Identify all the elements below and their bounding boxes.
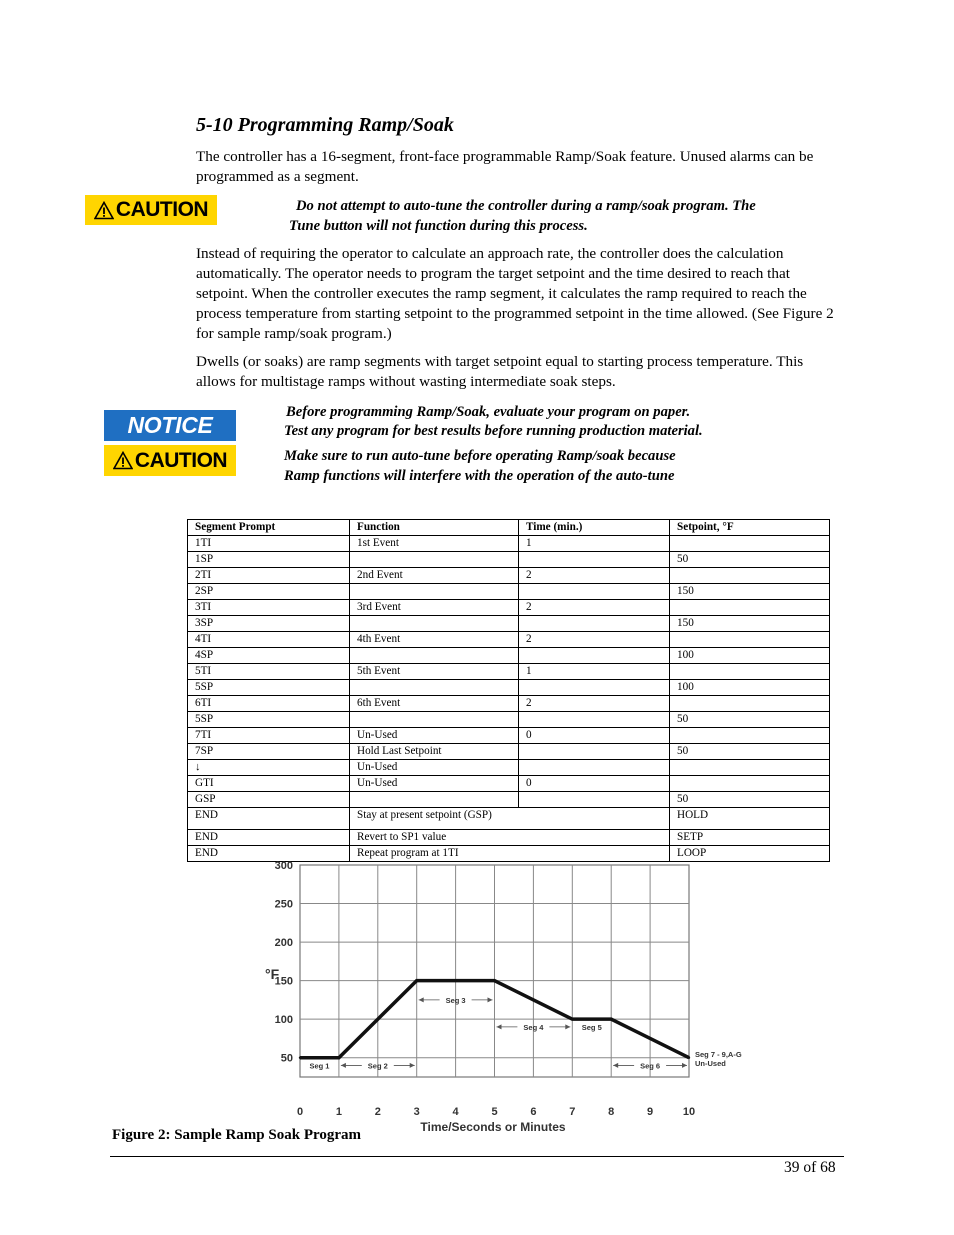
table-body bbox=[188, 536, 830, 862]
cell-function bbox=[350, 648, 519, 664]
notice-badge bbox=[104, 410, 236, 441]
annotation-arrowhead-right bbox=[682, 1063, 687, 1068]
series-point bbox=[416, 979, 418, 981]
caution-text-line1: Do not attempt to auto-tune the controller during a ramp/soak program. The bbox=[296, 198, 756, 214]
cell-prompt: 4SP bbox=[188, 648, 350, 664]
table-row bbox=[188, 712, 830, 728]
series-point bbox=[338, 1057, 340, 1059]
cell-prompt: 1TI bbox=[188, 536, 350, 552]
cell-time: 2 bbox=[519, 696, 670, 712]
header-setpoint: Setpoint, °F bbox=[670, 520, 830, 536]
figure-caption: Figure 2: Sample Ramp Soak Program bbox=[112, 1127, 362, 1143]
cell-function bbox=[350, 552, 519, 568]
x-tick-label: 7 bbox=[569, 1106, 576, 1118]
series-point bbox=[688, 1057, 690, 1059]
segment-annotation-label: Seg 2 bbox=[367, 1061, 388, 1071]
cell-prompt: 1SP bbox=[188, 552, 350, 568]
cell-prompt: 2SP bbox=[188, 584, 350, 600]
cell-setpoint bbox=[670, 632, 830, 648]
annotation-arrowhead-left bbox=[341, 1063, 346, 1068]
segment-annotation-label: Seg 3 bbox=[445, 995, 466, 1005]
cell-time bbox=[519, 760, 670, 776]
segment-annotation-label: Seg 4 bbox=[523, 1022, 544, 1032]
cell-prompt: 2TI bbox=[188, 568, 350, 584]
cell-setpoint: 100 bbox=[670, 648, 830, 664]
table-header-row bbox=[188, 520, 830, 536]
cell-setpoint: 50 bbox=[670, 744, 830, 760]
cell-function: Revert to SP1 value bbox=[350, 830, 670, 846]
cell-prompt: 5TI bbox=[188, 664, 350, 680]
cell-setpoint bbox=[670, 760, 830, 776]
cell-function: 5th Event bbox=[350, 664, 519, 680]
cell-function: Hold Last Setpoint bbox=[350, 744, 519, 760]
table-row bbox=[188, 744, 830, 760]
cell-setpoint: 50 bbox=[670, 792, 830, 808]
y-axis-label: °F bbox=[265, 966, 280, 982]
page-number: 39 of 68 bbox=[784, 1159, 836, 1176]
cell-time: 0 bbox=[519, 728, 670, 744]
cell-setpoint bbox=[670, 600, 830, 616]
notice-text-line1: Before programming Ramp/Soak, evaluate your program on paper. bbox=[286, 404, 691, 420]
cell-function bbox=[350, 680, 519, 696]
cell-function bbox=[350, 616, 519, 632]
cell-function: Un-Used bbox=[350, 760, 519, 776]
table-row bbox=[188, 680, 830, 696]
caution2-text-line2: Ramp functions will interfere with the operation of the auto-tune bbox=[284, 468, 675, 484]
segment-annotation-label: Seg 1 bbox=[309, 1061, 330, 1071]
caution-badge-2 bbox=[104, 445, 236, 476]
cell-prompt: END bbox=[188, 846, 350, 862]
notice-badge-label: NOTICE bbox=[127, 412, 213, 438]
y-tick-label: 150 bbox=[274, 975, 293, 988]
header-segment-prompt: Segment Prompt bbox=[188, 520, 350, 536]
cell-time: 0 bbox=[519, 776, 670, 792]
cell-function bbox=[350, 792, 519, 808]
cell-prompt: 7SP bbox=[188, 744, 350, 760]
table-row bbox=[188, 536, 830, 552]
table-end-row bbox=[188, 830, 830, 846]
table-row bbox=[188, 600, 830, 616]
header-function: Function bbox=[350, 520, 519, 536]
cell-time: 2 bbox=[519, 632, 670, 648]
caution-text-line2: Tune button will not function during this process. bbox=[289, 218, 588, 234]
cell-function: 6th Event bbox=[350, 696, 519, 712]
table-row bbox=[188, 728, 830, 744]
x-tick-label: 2 bbox=[374, 1106, 381, 1118]
cell-setpoint: 150 bbox=[670, 616, 830, 632]
cell-time bbox=[519, 792, 670, 808]
annotation-arrowhead-left bbox=[419, 997, 424, 1002]
table-row bbox=[188, 632, 830, 648]
annotation-arrowhead-right bbox=[488, 997, 493, 1002]
footer-rule bbox=[110, 1156, 844, 1157]
table-row bbox=[188, 696, 830, 712]
table-row bbox=[188, 648, 830, 664]
cell-setpoint bbox=[670, 536, 830, 552]
dwells-paragraph: Dwells (or soaks) are ramp segments with target setpoint equal to starting process temperature. This allows for multistage ramps without wasting intermediate soak steps. bbox=[196, 353, 804, 390]
cell-time bbox=[519, 744, 670, 760]
cell-time: 2 bbox=[519, 568, 670, 584]
series-point bbox=[299, 1057, 301, 1059]
cell-function: Stay at present setpoint (GSP) bbox=[350, 808, 670, 830]
cell-setpoint: LOOP bbox=[670, 846, 830, 862]
caution-badge-label: CAUTION bbox=[115, 198, 209, 221]
cell-prompt: 7TI bbox=[188, 728, 350, 744]
x-tick-label: 3 bbox=[413, 1106, 420, 1118]
cell-prompt: 3SP bbox=[188, 616, 350, 632]
y-tick-label: 250 bbox=[274, 898, 293, 911]
intro-paragraph: The controller has a 16-segment, front-face programmable Ramp/Soak feature. Unused alarms can be programmed as a segment. bbox=[196, 148, 814, 185]
cell-setpoint bbox=[670, 568, 830, 584]
cell-function: 3rd Event bbox=[350, 600, 519, 616]
section-title: 5-10 Programming Ramp/Soak bbox=[196, 114, 454, 136]
cell-setpoint: HOLD bbox=[670, 808, 830, 830]
table-end-row bbox=[188, 808, 830, 830]
y-tick-label: 100 bbox=[274, 1014, 293, 1027]
cell-prompt: 4TI bbox=[188, 632, 350, 648]
cell-function: Repeat program at 1TI bbox=[350, 846, 670, 862]
x-tick-label: 0 bbox=[296, 1106, 304, 1118]
warning-triangle-icon bbox=[94, 201, 114, 220]
approach-rate-paragraph: Instead of requiring the operator to calculate an approach rate, the controller does the calculation automatically. The operator needs to program the target setpoint and the time desired to reach that setpoint. When the controller executes the ramp segment, it calculates the ramp required to reach the process temperature from starting setpoint to the programmed setpoint in the time allowed. (See Figure 2 for sample ramp/soak program.) bbox=[196, 245, 834, 342]
cell-setpoint bbox=[670, 696, 830, 712]
cell-time bbox=[519, 680, 670, 696]
x-tick-label: 9 bbox=[647, 1106, 654, 1118]
y-tick-label: 200 bbox=[274, 937, 293, 950]
cell-setpoint bbox=[670, 664, 830, 680]
cell-setpoint: 150 bbox=[670, 584, 830, 600]
chart-tick-labels bbox=[275, 860, 695, 1118]
cell-prompt: 5SP bbox=[188, 680, 350, 696]
cell-function: Un-Used bbox=[350, 728, 519, 744]
cell-prompt: 3TI bbox=[188, 600, 350, 616]
cell-prompt: 6TI bbox=[188, 696, 350, 712]
x-tick-label: 5 bbox=[491, 1106, 498, 1118]
cell-prompt: GSP bbox=[188, 792, 350, 808]
table-row bbox=[188, 616, 830, 632]
warning-triangle-icon bbox=[113, 451, 133, 470]
chart-annotations bbox=[309, 996, 741, 1071]
table-row bbox=[188, 760, 830, 776]
x-tick-label: 8 bbox=[608, 1106, 615, 1118]
segment-annotation-label: Seg 5 bbox=[581, 1022, 602, 1032]
table-row bbox=[188, 568, 830, 584]
cell-prompt: GTI bbox=[188, 776, 350, 792]
cell-time bbox=[519, 616, 670, 632]
cell-function bbox=[350, 712, 519, 728]
table-row bbox=[188, 776, 830, 792]
series-point bbox=[493, 979, 495, 981]
header-time: Time (min.) bbox=[519, 520, 670, 536]
notice-text-line2: Test any program for best results before running production material. bbox=[284, 423, 703, 439]
cell-setpoint: 50 bbox=[670, 552, 830, 568]
cell-function: 2nd Event bbox=[350, 568, 519, 584]
cell-function: Un-Used bbox=[350, 776, 519, 792]
y-tick-label: 300 bbox=[274, 860, 293, 872]
ramp-soak-chart bbox=[255, 853, 755, 1133]
table-row bbox=[188, 552, 830, 568]
cell-setpoint bbox=[670, 728, 830, 744]
annotation-arrowhead-left bbox=[613, 1063, 618, 1068]
cell-time bbox=[519, 552, 670, 568]
chart-grid bbox=[300, 865, 689, 1077]
cell-function: 4th Event bbox=[350, 632, 519, 648]
annotation-arrowhead-right bbox=[565, 1024, 570, 1029]
cell-function bbox=[350, 584, 519, 600]
cell-time: 2 bbox=[519, 600, 670, 616]
cell-setpoint: 50 bbox=[670, 712, 830, 728]
series-point bbox=[610, 1018, 612, 1020]
cell-time bbox=[519, 584, 670, 600]
table-row bbox=[188, 584, 830, 600]
annotation-arrowhead-right bbox=[410, 1063, 415, 1068]
x-tick-label: 6 bbox=[530, 1106, 537, 1118]
cell-function: 1st Event bbox=[350, 536, 519, 552]
cell-time: 1 bbox=[519, 664, 670, 680]
cell-time: 1 bbox=[519, 536, 670, 552]
caution-badge bbox=[85, 195, 217, 225]
cell-time bbox=[519, 648, 670, 664]
cell-prompt: END bbox=[188, 808, 350, 830]
cell-setpoint: 100 bbox=[670, 680, 830, 696]
cell-prompt: ↓ bbox=[188, 760, 350, 776]
caution-badge-label: CAUTION bbox=[134, 448, 228, 472]
segment-annotation-label: Un-Used bbox=[695, 1059, 726, 1069]
table-row bbox=[188, 664, 830, 680]
segment-annotation-label: Seg 7 - 9,A-G bbox=[695, 1049, 742, 1059]
segment-table bbox=[187, 519, 830, 862]
cell-setpoint bbox=[670, 776, 830, 792]
cell-prompt: 5SP bbox=[188, 712, 350, 728]
y-tick-label: 50 bbox=[280, 1052, 293, 1065]
cell-prompt: END bbox=[188, 830, 350, 846]
x-axis-label: Time/Seconds or Minutes bbox=[420, 1120, 566, 1133]
x-tick-label: 10 bbox=[682, 1106, 696, 1118]
annotation-arrowhead-left bbox=[497, 1024, 502, 1029]
cell-setpoint: SETP bbox=[670, 830, 830, 846]
caution2-text-line1: Make sure to run auto-tune before operating Ramp/soak because bbox=[284, 448, 676, 464]
segment-annotation-label: Seg 6 bbox=[640, 1061, 661, 1071]
cell-time bbox=[519, 712, 670, 728]
series-point bbox=[571, 1018, 573, 1020]
table-row bbox=[188, 792, 830, 808]
x-tick-label: 1 bbox=[335, 1106, 342, 1118]
x-tick-label: 4 bbox=[452, 1106, 459, 1118]
